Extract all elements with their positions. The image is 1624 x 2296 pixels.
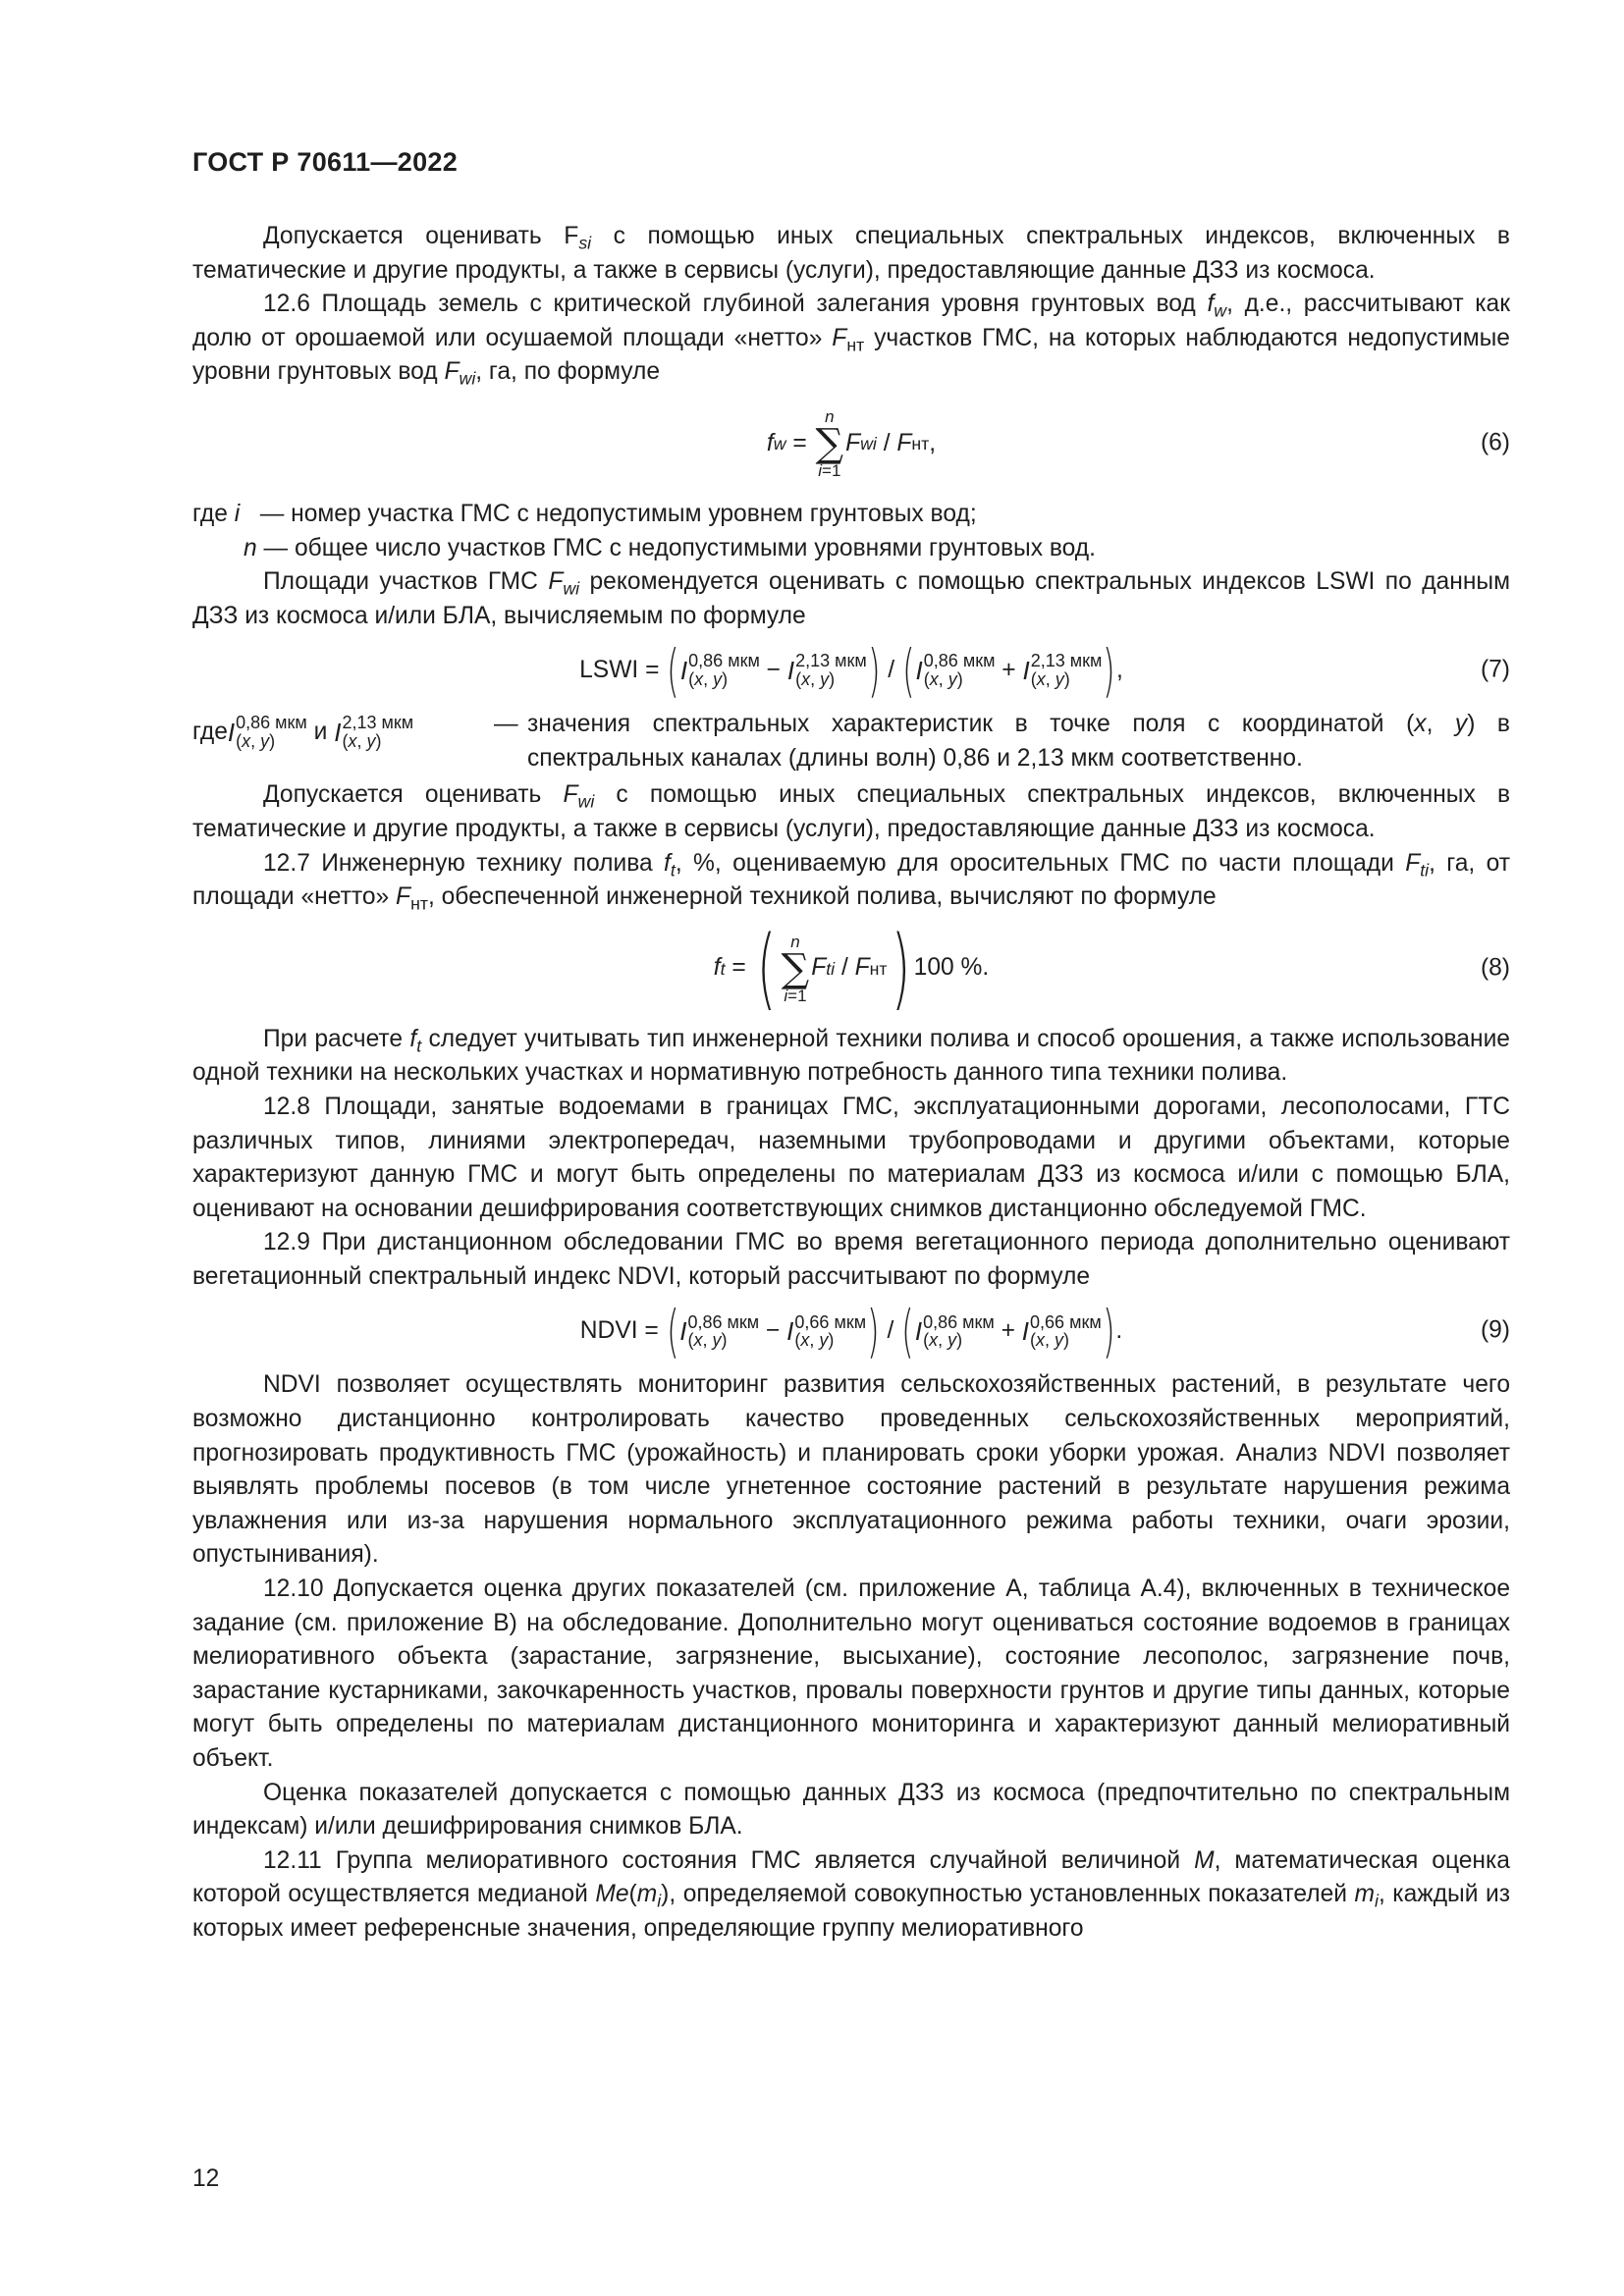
paragraph-12-7: 12.7 Инженерную технику полива $f_t$, %, оцениваемую для оросительных ГМС по части площади $F_{ti}$, га, от площади «нетто» $F_{нт}$, обеспеченной инженерной техникой полива, вычисляют по формуле (192, 849, 1511, 914)
where-clause: n — общее число участков ГМС с недопустимыми уровнями грунтовых вод. (244, 534, 1096, 561)
page-number: 12 (192, 2165, 220, 2192)
paragraph: Площади участков ГМС $F_{wi}$ рекомендуется оценивать с помощью спектральных индексов LSWI по данным ДЗЗ из космоса и/или БЛА, вычисляемым по формуле (192, 568, 1510, 629)
formula-number: (8) (1480, 954, 1510, 982)
definition-block: где I 0,86 мкм (x, y) и I 2,13 мкм (x, y) — значения спектральных характеристик в точке поля с координатой (x, y) в спектральных каналах (длины волн) 0,86 и 2,13 мкм соответственно. (192, 711, 1510, 772)
paragraph: Допускается оценивать $F_{si}$ с помощью иных специальных спектральных индексов, включенных в тематические и другие продукты, а также в сервисы (услуги), предоставляющие данные ДЗЗ из космоса. (192, 223, 1510, 284)
paragraph: При расчете $f_t$ следует учитывать тип инженерной техники полива и способ орошения, а также использование одной техники на нескольких участках и нормативную потребность данного типа техники полива. (192, 1025, 1510, 1087)
formula-number: (9) (1480, 1317, 1510, 1345)
formula-9: NDVI = ( I 0,86 мкм (x, y) − I 0,66 мкм (x, y) ) / ( I 0,86 мкм (x, y) + I 0,66 мкм (x, y) ) . (9) (579, 1298, 1510, 1365)
formula-number: (6) (1480, 429, 1510, 456)
formula-7: LSWI = ( I 0,86 мкм (x, y) − I 2,13 мкм (x, y) ) / ( I 0,86 мкм (x, y) + I 2,13 мкм (x, y) ) , (7) (579, 637, 1510, 705)
paragraph: Оценка показателей допускается с помощью данных ДЗЗ из космоса (предпочтительно по спектральным индексам) и/или дешифрирования снимков БЛА. (192, 1779, 1510, 1841)
paragraph-12-6: 12.6 Площадь земель с критической глубиной залегания уровня грунтовых вод $f_w$, д.е., рассчитывают как долю от орошаемой или осушаемой площади «нетто» $F_{нт}$ участков ГМС, на которых наблюдаются недопустимые уровни грунтовых вод $F_{wi}$, га, по формуле (192, 291, 1510, 389)
summation: n ∑ i=1 (781, 932, 810, 1005)
paragraph-12-9: 12.9 При дистанционном обследовании ГМС во время вегетационного периода дополнительно оценивают вегетационный спектральный индекс NDVI, который рассчитывают по формуле (192, 1229, 1510, 1290)
paragraph-12-11: 12.11 Группа мелиоративного состояния ГМС является случайной величиной M, математическая оценка которой осуществляется медианой $Me(m_i)$, определяемой совокупностью установленных показателей $m_i$, каждый из которых имеет референсные значения, определяющие группу мелиоративного (192, 1846, 1510, 1942)
paragraph: Допускается оценивать $F_{wi}$ с помощью иных специальных спектральных индексов, включенных в тематические и другие продукты, а также в сервисы (услуги), предоставляющие данные ДЗЗ из космоса. (192, 781, 1511, 842)
paragraph: NDVI позволяет осуществлять мониторинг развития сельскохозяйственных растений, в результате чего возможно дистанционно контролировать качество проведенных сельскохозяйственных мероприятий, прогнозировать продуктивность ГМС (урожайность) и планировать сроки уборки урожая. Анализ NDVI позволяет выявлять проблемы посевов (в том числе угнетенное состояние растений в результате нарушения режима увлажнения или из-за нарушения нормального эксплуатационного режима работы техники, очаги эрозии, опустынивания). (192, 1371, 1510, 1569)
formula-6: f w = n ∑ i=1 F wi / F нт , (6) (766, 406, 1510, 480)
page-header: ГОСТ Р 70611—2022 (192, 147, 459, 177)
formula-8: f t = ( n ∑ i=1 F ti / F нт ) 100 %. (8) (713, 916, 1510, 1020)
where-clause: где i — номер участка ГМС с недопустимым уровнем грунтовых вод; (192, 500, 977, 527)
paragraph-12-8: 12.8 Площади, занятые водоемами в границах ГМС, эксплуатационными дорогами, лесополосами, ГТС различных типов, линиями электропередач, наземными трубопроводами и другими объектами, которые характеризуют данную ГМС и могут быть определены по материалам ДЗЗ из космоса и/или с помощью БЛА, оценивают на основании дешифрирования соответствующих снимков дистанционно обследуемой ГМС. (192, 1093, 1510, 1222)
formula-number: (7) (1480, 657, 1510, 684)
paragraph-12-10: 12.10 Допускается оценка других показателей (см. приложение А, таблица А.4), включенных в техническое задание (см. приложение В) на обследование. Дополнительно могут оцениваться состояние водоемов в границах мелиоративного объекта (зарастание, загрязнение, высыхание), состояние лесополос, загрязнение почв, зарастание кустарниками, закочкаренность участков, провалы поверхности грунтов и другие типы данных, которые могут быть определены по материалам дистанционного мониторинга и характеризуют данный мелиоративный объект. (192, 1575, 1510, 1772)
document-body (192, 220, 1510, 1947)
summation: n ∑ i=1 (815, 406, 844, 480)
